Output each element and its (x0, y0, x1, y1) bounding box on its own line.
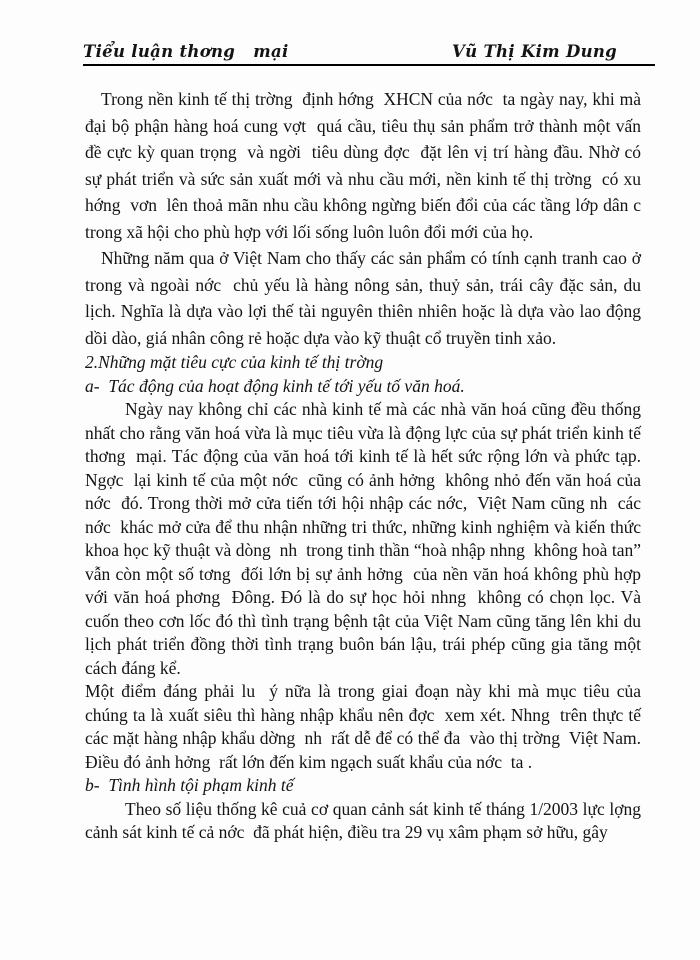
page-header (83, 42, 655, 66)
section-heading-2a: a- Tác động của hoạt động kinh tế tới yếu tố văn hoá. (85, 375, 465, 396)
document-body (85, 86, 650, 845)
paragraph-culture: Ngày nay không chỉ các nhà kinh tế mà các nhà văn hoá cũng đều thống nhất cho rằng văn hoá vừa là mục tiêu vừa là động lực của sự phát triển kinh tế thơng mại. Tác động của văn hoá tới kinh tế là hết sức rộng lớn và phức tạp. Ngợc lại kinh tế của một nớc cũng có ảnh hởng không nhỏ đến văn hoá của nớc đó. Trong thời mở cửa tiến tới hội nhập các nớc, Việt Nam cũng nh các nớc khác mở cửa để thu nhận những tri thức, những kinh nghiệm và kiến thức khoa học kỹ thuật và dòng nh trong tinh thần “hoà nhập nhng không hoà tan” vẫn còn một số tơng đối lớn bị sự ảnh hởng của nền văn hoá không phù hợp với văn hoá phơng Đông. Đó là do sự học hỏi nhng không có chọn lọc. Và cuốn theo cơn lốc đó thì tình trạng bệnh tật của Việt Nam cũng tăng lên khi du lịch phát triển đồng thời tình trạng buôn bán lậu, trái phép cũng gia tăng một cách đáng kể. (85, 399, 646, 678)
author-name: Vũ Thị Kim Dung (452, 42, 617, 61)
paragraph-vietnam-products: Những năm qua ở Việt Nam cho thấy các sản phẩm có tính cạnh tranh cao ở trong và ngoài nớc chủ yếu là hàng nông sản, thuỷ sản, trái cây đặc sản, du lịch. Nghĩa là dựa vào lợi thế tài nguyên thiên nhiên hoặc là dựa vào lao động dồi dào, giá nhân công rẻ hoặc dựa vào kỹ thuật cổ truyền tinh xảo. (85, 248, 646, 348)
paragraph-intro: Trong nền kinh tế thị trờng định hớng XHCN của nớc ta ngày nay, khi mà đại bộ phận hàng hoá cung vợt quá cầu, tiêu thụ sản phẩm trở thành một vấn đề cực kỳ quan trọng và ngời tiêu dùng đợc đặt lên vị trí hàng đầu. Nhờ có sự phát triển và sức sản xuất mới và nhu cầu mới, nền kinh tế thị trờng có xu hớng vơn lên thoả mãn nhu cầu không ngừng biến đổi của các tầng lớp dân c trong xã hội cho phù hợp với lối sống luôn luôn đổi mới của họ. (85, 89, 650, 242)
essay-title: Tiểu luận thơng mại (83, 42, 289, 61)
paragraph-crime: Theo số liệu thống kê cuả cơ quan cảnh sát kinh tế tháng 1/2003 lực lợng cảnh sát kinh tế cả nớc đã phát hiện, điều tra 29 vụ xâm phạm sở hữu, gây (85, 798, 646, 842)
section-heading-2b: b- Tình hình tội phạm kinh tế (85, 775, 294, 795)
section-heading-2: 2.Những mặt tiêu cực của kinh tế thị trờng (85, 352, 384, 372)
paragraph-import: Một điểm đáng phải lu ý nữa là trong giai đoạn này khi mà mục tiêu của chúng ta là xuất siêu thì hàng nhập khẩu nên đợc xem xét. Nhng trên thực tế các mặt hàng nhập khẩu dờng nh rất dễ để có thể đa vào thị trờng Việt Nam. Điều đó ảnh hởng rất lớn đến kim ngạch suất khẩu của nớc ta . (85, 681, 646, 772)
